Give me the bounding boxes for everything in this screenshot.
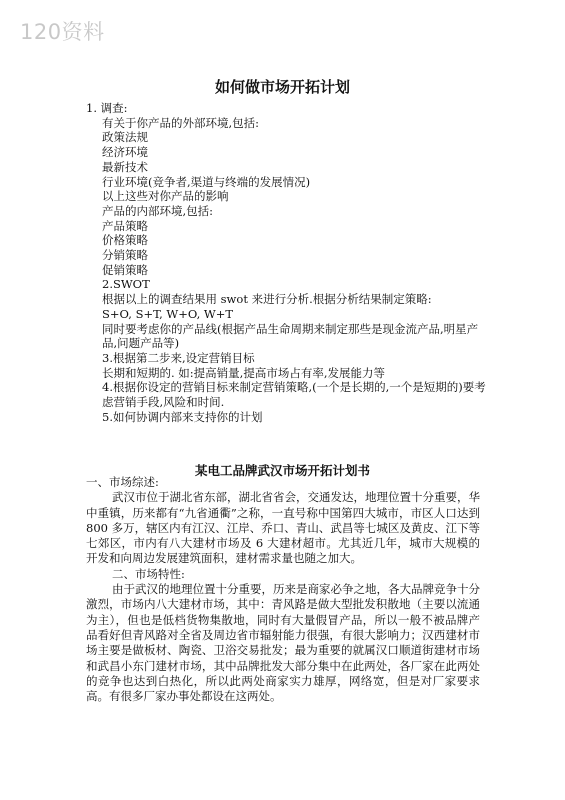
list-item: 分销策略 [102,248,148,263]
section-heading: 一、市场综述: [86,475,159,489]
list-item: 长期和短期的. 如:提高销量,提高市场占有率,发展能力等 [102,365,385,380]
paragraph-market-overview: 武汉市位于湖北省东部，湖北省省会，交通发达，地理位置十分重要，华中重镇，历来都有“九省通衢”之称，一直号称中国第四大城市，市区人口达到 800 多万，辖区内有江汉、江岸、乔口、青山、武昌等七城区及黄皮、江下等七郊区，市内有八大建材市场及 6 大建材超市。尤其近几年，城市大规模的开发和向周边发展建筑面积，建材需求量也随之加大。 [86,490,480,566]
list-item: 促销策略 [102,262,148,277]
list-item: 1. 调查: [86,101,128,115]
list-item: 政策法规 [102,130,148,145]
list-item: 同时要考虑你的产品线(根据产品生命周期来制定那些是现金流产品,明星产品,问题产品等) [102,321,479,351]
list-item: 根据以上的调查结果用 swot 来进行分析.根据分析结果制定策略: [102,292,432,307]
list-item: 有关于你产品的外部环境,包括: [102,115,260,130]
list-item: 2.SWOT [102,277,150,292]
paragraph-market-features: 由于武汉的地理位置十分重要，历来是商家必争之地，各大品牌竞争十分激烈，市场内八大建材市场，其中：青风路是做大型批发积散地（主要以流通为主），但也是低档货物集散地，同时有大量假冒产品，所以一般不被品牌产品看好但青风路对全省及周边省市辐射能力很强，有很大影响力；汉西建材市场主要是做板材、陶瓷、卫浴交易批发；最为重要的就属汉口顺道街建材市场和武昌小东门建材市场，其中品牌批发大部分集中在此两处，各厂家在此两处的竞争也达到白热化，所以此两处商家实力雄厚，网络宽，但是对厂家要求高。有很多厂家办事处都设在这两处。 [86,582,480,704]
section-plan-steps [86,101,486,424]
list-item: 经济环境 [102,145,148,160]
list-item: 产品策略 [102,218,148,233]
list-item: 价格策略 [102,233,148,248]
list-item: 3.根据第二步来,设定营销目标 [102,350,255,365]
list-item: 以上这些对你产品的影响 [102,189,229,204]
doc-title-wuhan-plan: 某电工品牌武汉市场开拓计划书 [194,463,370,478]
list-item: S+O, S+T, W+O, W+T [102,306,234,321]
section-wuhan-market [86,475,480,704]
list-item: 4.根据你设定的营销目标来制定营销策略,(一个是长期的,一个是短期的)要考虑营销手段,风险和时间. [102,380,486,410]
section-heading: 二、市场特性: [112,566,185,581]
list-item: 5.如何协调内部来支持你的计划 [102,409,263,424]
list-item: 最新技术 [102,159,148,174]
list-item: 产品的内部环境,包括: [102,203,214,218]
list-item: 行业环境(竞争者,渠道与终端的发展情况) [102,174,311,189]
watermark-logo: 120资料 [20,20,105,44]
doc-title-marketing-plan: 如何做市场开拓计划 [214,78,350,96]
